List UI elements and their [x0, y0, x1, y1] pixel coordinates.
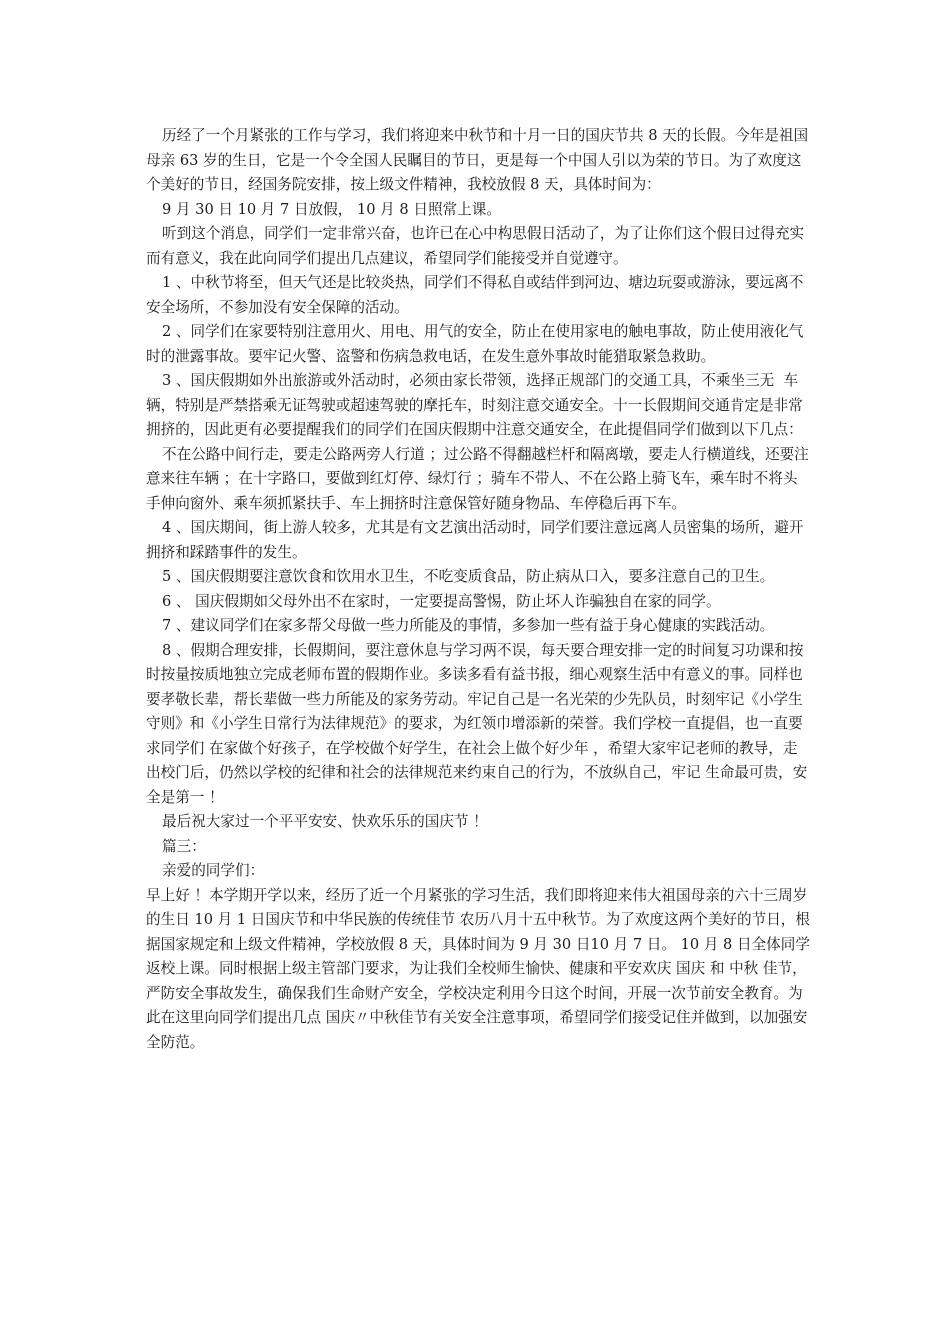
paragraph-item-8: 8 、假期合理安排，长假期间，要注意休息与学习两不误，每天要合理安排一定的时间复习功课和按时按量按质地独立完成老师布置的假期作业。多读多看有益书报，细心观察生活中有意义的事。同样也要孝敬长辈，帮长辈做一些力所能及的家务劳动。牢记自己是一名光荣的少先队员，时刻牢记《小学生守则》和《小学生日常行为法律规范》的要求，为红领巾增添新的荣誉。我们学校一直提倡，也一直要求同学们 在家做个好孩子，在学校做个好学生，在社会上做个好少年 ，希望大家牢记老师的教导，走出校门后，仍然以学校的纪律和社会的法律规范来约束自己的行为，不放纵自己，牢记 生命最可贵，安全是第一 ！	[146, 641, 808, 806]
section-heading-part-three: 篇三：	[162, 837, 206, 855]
paragraph-holiday-dates: 9 月 30 日 10 月 7 日放假， 10 月 8 日照常上课。	[162, 200, 501, 218]
paragraph-item-2: 2 、同学们在家要特别注意用火、用电、用气的安全，防止在使用家电的触电事故，防止使用液化气时的泄露事故。要牢记火警、盗警和伤病急救电话，在发生意外事故时能猎取紧急救助。	[146, 323, 804, 365]
paragraph-item-7: 7 、建议同学们在家多帮父母做一些力所能及的事情，多参加一些有益于身心健康的实践活动。	[162, 617, 775, 634]
paragraph-item-4: 4 、国庆期间，街上游人较多，尤其是有文艺演出活动时，同学们要注意远离人员密集的场所，避开拥挤和踩踏事件的发生。	[146, 519, 804, 561]
paragraph-closing-wish: 最后祝大家过一个平平安安、快欢乐乐的国庆节 ！	[162, 813, 488, 830]
paragraph-traffic-rules: 不在公路中间行走，要走公路两旁人行道 ；过公路不得翻越栏杆和隔离墩，要走人行横道线，还要注意来往车辆 ；在十字路口，要做到红灯停、绿灯行 ；骑车不带人、不在公路上骑飞车，乘车时不将头手伸向窗外、乘车须抓紧扶手、车上拥挤时注意保管好随身物品、车停稳后再下车。	[146, 445, 809, 512]
paragraph-speech-body: 早上好 ！本学期开学以来，经历了近一个月紧张的学习生活，我们即将迎来伟大祖国母亲的六十三周岁的生日 10 月 1 日国庆节和中华民族的传统佳节 农历八月十五中秋节。为了欢度这两个美好的节日，根据国家规定和上级文件精神，学校放假 8 天，具体时间为 9 月 30 日10 月 7 日。 10 月 8 日全体同学返校上课。同时根据上级主管部门要求，为让我们全校师生愉快、健康和平安欢庆 国庆 和 中秋 佳节，严防安全事故发生，确保我们生命财产安全，学校决定利用今日这个时间，开展一次节前安全教育。为此在这里向同学们提出几点 国庆〃中秋佳节有关安全注意事项，希望同学们接受记住并做到，以加强安全防范。	[146, 886, 810, 1051]
paragraph-item-1: 1 、中秋节将至，但天气还是比较炎热，同学们不得私自或结伴到河边、塘边玩耍或游泳，要远离不安全场所，不参加没有安全保障的活动。	[146, 274, 804, 316]
paragraph-item-5: 5 、国庆假期要注意饮食和饮用水卫生，不吃变质食品，防止病从口入，要多注意自己的卫生。	[162, 568, 775, 585]
paragraph-item-6: 6 、 国庆假期如父母外出不在家时，一定要提高警惕，防止坏人诈骗独自在家的同学。	[162, 592, 721, 610]
paragraph-salutation: 亲爱的同学们：	[162, 862, 265, 879]
paragraph-item-3: 3 、国庆假期如外出旅游或外活动时，必须由家长带领，选择正规部门的交通工具，不乘坐三无 车辆，特别是严禁搭乘无证驾驶或超速驾驶的摩托车，时刻注意交通安全。十一长假期间交通肯定是非常拥挤的，因此更有必要提醒我们的同学们在国庆假期中注意交通安全，在此提倡同学们做到以下几点：	[146, 372, 803, 438]
paragraph-intro: 历经了一个月紧张的工作与学习，我们将迎来中秋节和十月一日的国庆节共 8 天的长假。今年是祖国母亲 63 岁的生日，它是一个令全国人民瞩目的节日，更是每一个中国人引以为荣的节日。为了欢度这个美好的节日，经国务院安排，按上级文件精神，我校放假 8 天，具体时间为：	[146, 127, 809, 193]
paragraph-suggestions-intro: 听到这个消息，同学们一定非常兴奋，也许已在心中构思假日活动了，为了让你们这个假日过得充实而有意义，我在此向同学们提出几点建议，希望同学们能接受并自觉遵守。	[146, 225, 805, 267]
